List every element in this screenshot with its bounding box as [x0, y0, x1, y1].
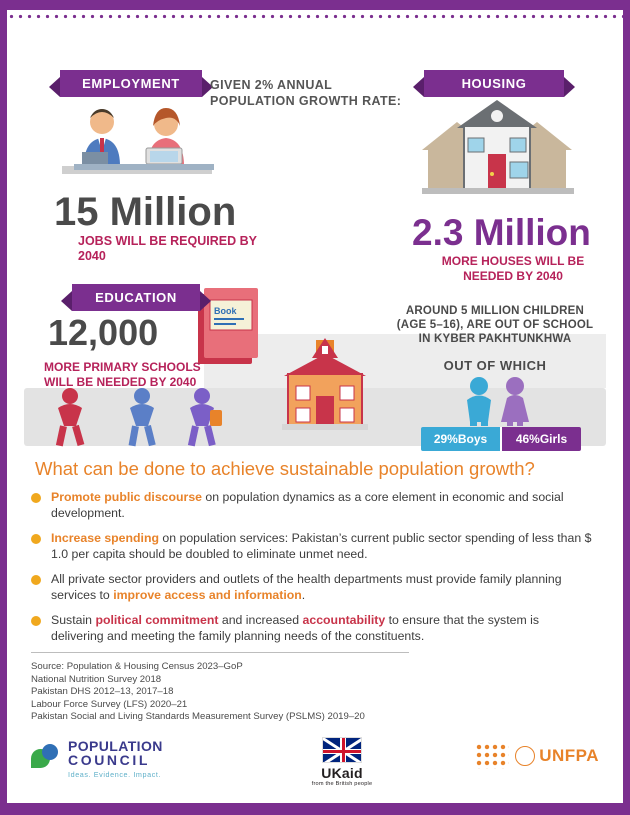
unfpa-wordmark: UNFPA [539, 746, 599, 765]
bottom-border-band [7, 803, 623, 815]
boys-percentage: 29%Boys [421, 427, 500, 451]
walking-children-illustration [50, 384, 230, 452]
school-building-illustration [272, 334, 382, 444]
source-divider [31, 652, 409, 653]
ukaid-subtext: from the British people [311, 781, 373, 787]
housing-figure: 2.3 Million [412, 212, 591, 253]
ukaid-logo [309, 737, 375, 787]
pc-line2: COUNCIL [68, 752, 150, 768]
pc-line1: POPULATION [68, 738, 163, 754]
banner-housing-label: HOUSING [461, 76, 527, 91]
infographic-panel [14, 22, 616, 452]
footer-logos [7, 731, 623, 803]
population-council-mark-icon [31, 744, 61, 774]
list-item-text: Promote public discourse on population dynamics as a core element in economic and social development. [51, 490, 564, 520]
list-item [31, 490, 595, 521]
top-border-band [7, 0, 623, 10]
banner-education-label: EDUCATION [95, 290, 177, 305]
ukaid-wordmark: UKaid [321, 765, 363, 781]
source-line: Pakistan DHS 2012–13, 2017–18 [31, 686, 174, 698]
unfpa-logo [475, 743, 599, 769]
banner-education [72, 284, 200, 311]
gender-split-bars [421, 427, 581, 451]
office-workers-illustration [54, 104, 224, 194]
union-jack-icon [322, 737, 362, 763]
unfpa-dots-icon [475, 743, 509, 769]
list-item [31, 531, 595, 562]
list-item-text: Increase spending on population services: Pakistan’s current public sector spending of less than $ 1.0 per capita should be doubled to eliminate unmet need. [51, 531, 592, 561]
pc-tagline: Ideas. Evidence. Impact. [68, 770, 162, 779]
banner-employment-label: EMPLOYMENT [82, 76, 180, 91]
banner-housing [424, 70, 564, 97]
employment-caption: JOBS WILL BE REQUIRED BY 2040 [78, 234, 257, 263]
source-line: National Nutrition Survey 2018 [31, 673, 162, 685]
list-item-text: Sustain political commitment and increased accountability to ensure that the system is delivering and meeting the family planning needs of the constituents. [51, 613, 540, 643]
employment-figure: 15 Million [54, 190, 237, 234]
source-line: Pakistan Social and Living Standards Measurement Survey (PSLMS) 2019–20 [31, 711, 365, 723]
banner-employment [60, 70, 202, 97]
growth-rate-headline: GIVEN 2% ANNUAL POPULATION GROWTH RATE: [210, 78, 402, 108]
education-figure: 12,000 [48, 312, 159, 353]
list-item-text: All private sector providers and outlets of the health departments must provide family planning services to improve access and information. [51, 572, 562, 602]
source-line: Labour Force Survey (LFS) 2020–21 [31, 698, 188, 710]
list-item [31, 613, 595, 644]
top-dot-pattern [7, 12, 623, 19]
population-council-wordmark [68, 739, 163, 779]
list-item [31, 572, 595, 603]
bullet-dot-icon [31, 493, 41, 503]
bullet-dot-icon [31, 616, 41, 626]
source-line: Source: Population & Housing Census 2023–GoP [31, 661, 243, 672]
bullet-dot-icon [31, 575, 41, 585]
bullet-dot-icon [31, 534, 41, 544]
un-emblem-icon [515, 746, 535, 766]
houses-illustration [402, 92, 592, 207]
book-label: Book [214, 306, 237, 316]
population-council-logo [31, 739, 163, 779]
education-caption: MORE PRIMARY SCHOOLS WILL BE NEEDED BY 2040 [44, 360, 201, 389]
boy-girl-icons [461, 374, 541, 426]
section-question: What can be done to achieve sustainable population growth? [35, 458, 535, 479]
girls-percentage: 46%Girls [500, 427, 581, 451]
housing-caption: MORE HOUSES WILL BE NEEDED BY 2040 [441, 254, 585, 283]
out-of-school-text: AROUND 5 MILLION CHILDREN (AGE 5–16), ARE OUT OF SCHOOL IN KYBER PAKHTUNKHWA [396, 305, 594, 345]
source-list [31, 661, 451, 724]
recommendations-list [31, 490, 595, 654]
out-of-which-label: OUT OF WHICH [443, 358, 547, 373]
